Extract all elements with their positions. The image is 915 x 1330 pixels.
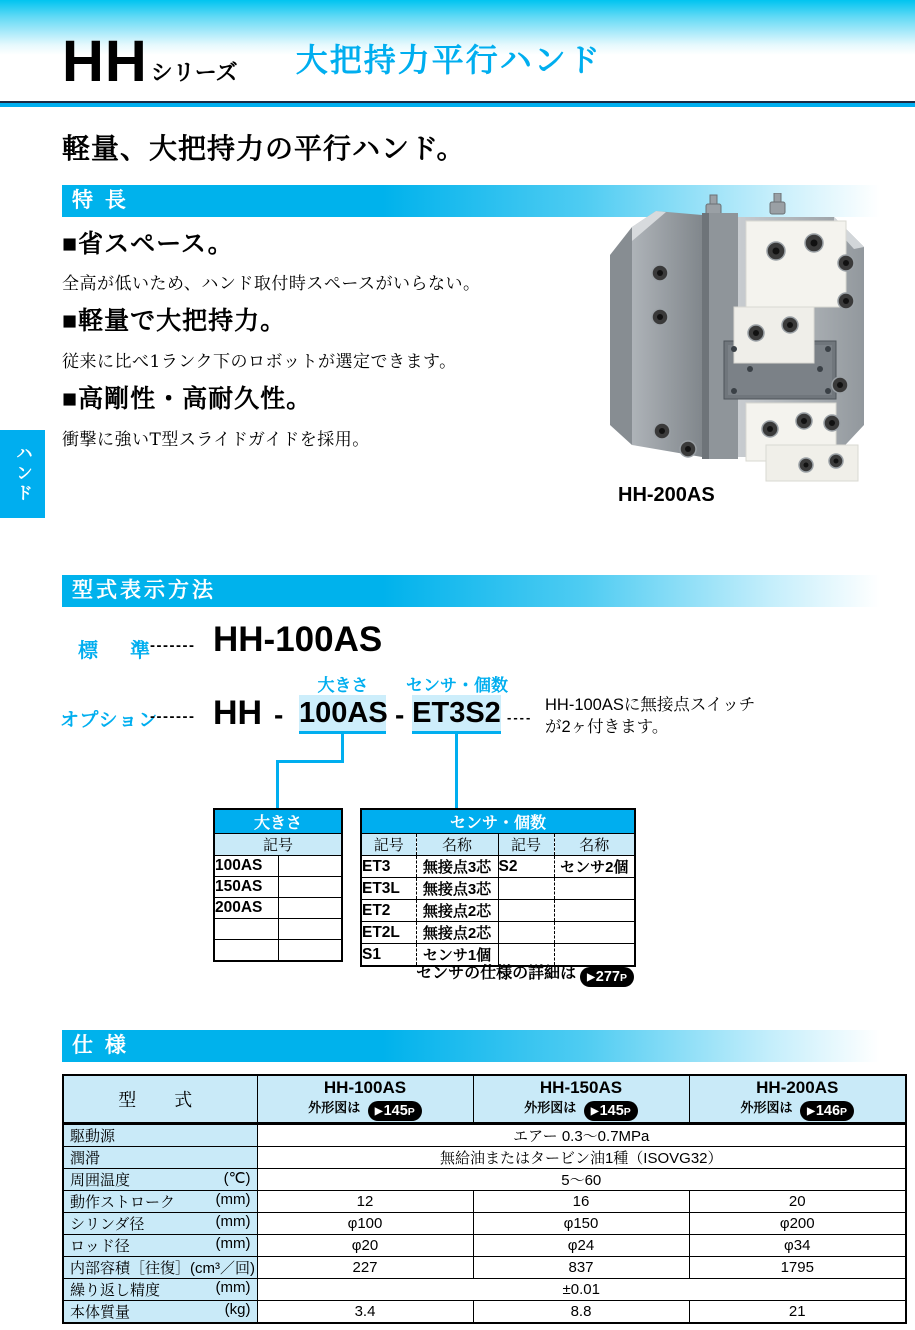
spec-label: 本体質量 — [70, 1304, 131, 1321]
spec-label-cell — [63, 1169, 257, 1191]
option-note — [545, 694, 755, 738]
feature-body: 従来に比べ1ランク下のロボットが選定できます。 — [62, 352, 457, 372]
spec-value-cell: 21 — [689, 1301, 906, 1324]
spec-corner-cell — [63, 1075, 257, 1124]
divider-cyan-line — [0, 103, 915, 107]
table-row — [63, 1301, 906, 1324]
spec-label-cell — [63, 1147, 257, 1169]
table-row — [63, 1191, 906, 1213]
spec-label: 動作ストローク — [70, 1194, 176, 1211]
spec-value-cell: 5〜60 — [257, 1169, 906, 1191]
sensor-name-cell: センサ2個 — [554, 856, 635, 878]
spec-value-cell: 20 — [689, 1191, 906, 1213]
leader-dots: ---- — [507, 710, 533, 725]
model-name: HH-100AS — [323, 1078, 407, 1097]
drawing-ref — [690, 1098, 906, 1121]
size-table-title: 大きさ — [214, 809, 342, 834]
section-bar-specs: 仕 様 — [62, 1030, 905, 1062]
spec-value-cell: 16 — [473, 1191, 689, 1213]
sensor-spec-note-text: センサの仕様の詳細は — [416, 965, 577, 982]
sidebar-tab-hand[interactable]: ハンド — [0, 430, 45, 518]
size-table — [213, 808, 343, 962]
table-row — [214, 856, 342, 877]
size-code-cell: 200AS — [214, 898, 278, 919]
spec-label-cell — [63, 1213, 257, 1235]
photo-caption: HH-200AS — [618, 484, 715, 506]
size-code-cell: 150AS — [214, 877, 278, 898]
spec-value-cell: 8.8 — [473, 1301, 689, 1324]
hyphen: - — [274, 699, 284, 730]
leader-dashes: ------- — [150, 708, 196, 725]
size-tag: 大きさ — [317, 676, 369, 695]
sensor-name-cell — [554, 878, 635, 900]
sensor-name-cell: 無接点2芯 — [416, 922, 498, 944]
page-ref-badge[interactable] — [580, 967, 634, 987]
drawing-ref — [474, 1098, 689, 1121]
spec-model-header — [689, 1075, 906, 1124]
spec-label-cell — [63, 1191, 257, 1213]
feature-body: 衝撃に強いT型スライドガイドを採用。 — [62, 430, 370, 450]
corner-label: 型 式 — [118, 1090, 203, 1110]
page-arrow-icon: ▶ — [807, 1106, 815, 1117]
table-row — [63, 1213, 906, 1235]
model-name: HH-150AS — [539, 1078, 623, 1097]
spec-value-cell: 837 — [473, 1257, 689, 1279]
sensor-name-cell: センサ1個 — [416, 944, 498, 967]
sensor-code-cell — [498, 922, 554, 944]
size-code-cell: 100AS — [214, 856, 278, 877]
section-bar-model: 型式表示方法 — [62, 575, 905, 607]
leader-dashes: ------- — [150, 637, 196, 654]
column-header: 記号 — [361, 834, 416, 856]
sensor-code-cell: S2 — [498, 856, 554, 878]
empty-cell — [278, 919, 342, 940]
sensor-code-cell: ET2L — [361, 922, 416, 944]
page-ref-number: 145 — [383, 1103, 408, 1119]
spec-unit: (kg) — [224, 1301, 251, 1318]
table-row — [361, 856, 635, 878]
spec-label-cell — [63, 1301, 257, 1324]
sensor-code-cell — [498, 900, 554, 922]
spec-label: 周囲温度 — [70, 1172, 131, 1189]
spec-label-cell — [63, 1235, 257, 1257]
spec-unit: (℃) — [223, 1170, 251, 1187]
sensor-name-cell: 無接点2芯 — [416, 900, 498, 922]
sensor-table-title: センサ・個数 — [361, 809, 635, 834]
option-note-line2: が2ヶ付きます。 — [545, 718, 669, 736]
page-header — [62, 29, 602, 94]
spec-label: 内部容積［往復］ — [70, 1260, 191, 1277]
spec-value-cell: φ100 — [257, 1213, 473, 1235]
spec-unit: (mm) — [215, 1279, 251, 1296]
page-arrow-icon: ▶ — [590, 1106, 599, 1117]
page-ref-suffix: P — [407, 1106, 415, 1118]
table-row — [63, 1279, 906, 1301]
section-bar-features: 特 長 — [62, 185, 905, 217]
spec-label: ロッド径 — [70, 1238, 130, 1255]
table-row — [63, 1257, 906, 1279]
spec-model-header — [257, 1075, 473, 1124]
option-label: オプション — [60, 710, 159, 731]
feature-body: 全高が低いため、ハンド取付時スペースがいらない。 — [62, 274, 481, 294]
spec-unit: (mm) — [215, 1191, 251, 1208]
spec-label-cell — [63, 1257, 257, 1279]
table-row — [63, 1169, 906, 1191]
page-ref-number: 145 — [599, 1103, 624, 1119]
spec-value-cell: φ24 — [473, 1235, 689, 1257]
series-code: HH — [62, 29, 148, 94]
hyphen: - — [395, 699, 405, 730]
option-prefix: HH — [213, 694, 263, 732]
page-ref-number: 277 — [595, 969, 620, 985]
page-ref-suffix: P — [619, 972, 627, 984]
spec-unit: (mm) — [215, 1235, 251, 1252]
feature-heading: ■軽量で大把持力。 — [62, 307, 287, 335]
spec-label: 駆動源 — [70, 1128, 116, 1145]
sensor-code-cell: S1 — [361, 944, 416, 967]
sensor-name-cell: 無接点3芯 — [416, 878, 498, 900]
spec-value-cell: φ200 — [689, 1213, 906, 1235]
spec-model-header — [473, 1075, 689, 1124]
spec-label-cell — [63, 1124, 257, 1147]
size-code-cell — [214, 940, 278, 962]
page-arrow-icon: ▶ — [374, 1106, 383, 1117]
connector-line — [276, 760, 344, 763]
page-arrow-icon: ▶ — [587, 972, 595, 983]
spec-label: 繰り返し精度 — [70, 1282, 161, 1299]
spec-table — [62, 1074, 907, 1324]
spec-value-cell: φ150 — [473, 1213, 689, 1235]
drawing-ref-label: 外形図は — [308, 1100, 361, 1115]
column-header: 名称 — [554, 834, 635, 856]
spec-value-cell: 227 — [257, 1257, 473, 1279]
option-note-line1: HH-100ASに無接点スイッチ — [545, 696, 756, 714]
page-ref-number: 146 — [815, 1103, 841, 1119]
spec-label: シリンダ径 — [70, 1216, 145, 1233]
series-suffix: シリーズ — [150, 60, 238, 86]
drawing-ref — [258, 1098, 473, 1121]
spec-value-cell: 無給油またはタービン油1種（ISOVG32） — [257, 1147, 906, 1169]
page-ref-badge[interactable] — [800, 1101, 854, 1121]
table-row — [63, 1147, 906, 1169]
standard-label: 標 準 — [78, 640, 156, 662]
column-header: 記号 — [498, 834, 554, 856]
table-row — [361, 922, 635, 944]
page-ref-suffix: P — [840, 1106, 848, 1118]
product-title: 大把持力平行ハンド — [295, 42, 602, 79]
feature-heading: ■高剛性・高耐久性。 — [62, 385, 313, 413]
table-row — [361, 878, 635, 900]
sensor-code-cell: ET3 — [361, 856, 416, 878]
sensor-name-cell: 無接点3芯 — [416, 856, 498, 878]
connector-line — [455, 733, 458, 808]
sensor-tag: センサ・個数 — [406, 676, 508, 695]
sensor-table — [360, 808, 636, 967]
table-row — [63, 1235, 906, 1257]
drawing-ref-label: 外形図は — [740, 1100, 793, 1115]
drawing-ref-label: 外形図は — [524, 1100, 577, 1115]
empty-cell — [278, 877, 342, 898]
catchphrase: 軽量、大把持力の平行ハンド。 — [62, 133, 466, 164]
sensor-code-box: ET3S2 — [412, 695, 501, 734]
sensor-spec-note — [360, 960, 634, 987]
spec-value-cell: 12 — [257, 1191, 473, 1213]
page-ref-suffix: P — [623, 1106, 631, 1118]
size-code-box: 100AS — [299, 695, 386, 734]
sensor-code-cell: ET3L — [361, 878, 416, 900]
connector-line — [276, 760, 279, 808]
spec-label-cell — [63, 1279, 257, 1301]
spec-value-cell: 1795 — [689, 1257, 906, 1279]
empty-cell — [278, 856, 342, 877]
sensor-code-cell — [498, 878, 554, 900]
sensor-name-cell — [554, 900, 635, 922]
title-divider — [0, 101, 915, 107]
table-row — [214, 877, 342, 898]
feature-heading: ■省スペース。 — [62, 230, 234, 258]
spec-value-cell: エアー 0.3〜0.7MPa — [257, 1124, 906, 1147]
empty-cell — [278, 898, 342, 919]
table-row — [214, 898, 342, 919]
spec-header-row — [63, 1075, 906, 1124]
spec-unit: (mm) — [215, 1213, 251, 1230]
page-ref-badge[interactable] — [584, 1101, 638, 1121]
table-row — [214, 940, 342, 962]
spec-label: 潤滑 — [70, 1150, 101, 1167]
spec-unit: (cm³／回) — [190, 1260, 255, 1277]
spec-value-cell: 3.4 — [257, 1301, 473, 1324]
model-name: HH-200AS — [756, 1078, 839, 1097]
standard-model-number: HH-100AS — [213, 620, 383, 659]
size-table-subheader: 記号 — [214, 834, 342, 856]
sensor-name-cell — [554, 922, 635, 944]
spec-value-cell: φ20 — [257, 1235, 473, 1257]
product-photo — [598, 193, 905, 483]
page-ref-badge[interactable] — [368, 1101, 422, 1121]
column-header: 名称 — [416, 834, 498, 856]
spec-value-cell: ±0.01 — [257, 1279, 906, 1301]
table-row — [214, 919, 342, 940]
spec-value-cell: φ34 — [689, 1235, 906, 1257]
table-row — [63, 1124, 906, 1147]
table-row — [361, 900, 635, 922]
empty-cell — [278, 940, 342, 962]
size-code-cell — [214, 919, 278, 940]
connector-line — [341, 733, 344, 763]
sensor-code-cell: ET2 — [361, 900, 416, 922]
